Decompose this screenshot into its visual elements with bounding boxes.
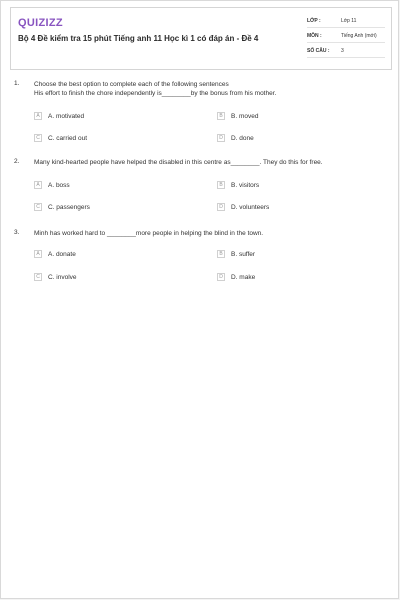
meta-divider — [307, 27, 385, 28]
option-a[interactable] — [34, 249, 76, 259]
option-letter-box: A — [34, 112, 42, 120]
option-text: C. carried out — [48, 134, 88, 142]
option-a[interactable] — [34, 180, 70, 190]
option-text: A. boss — [48, 181, 70, 189]
question-text: Minh has worked hard to ________more people in helping the blind in the town. — [34, 230, 264, 237]
option-b[interactable] — [217, 180, 259, 190]
meta-label-class: LỚP : — [307, 18, 321, 24]
quizizz-logo: QUIZIZZ — [18, 17, 63, 29]
option-letter-box: B — [217, 250, 225, 258]
option-text: D. done — [231, 134, 254, 142]
option-text: B. visitors — [231, 181, 260, 189]
meta-value-class: Lớp 11 — [341, 18, 357, 24]
option-text: A. motivated — [48, 112, 85, 120]
option-text: D. make — [231, 273, 256, 281]
meta-value-subject: Tiếng Anh (mới) — [341, 33, 377, 39]
meta-value-count: 3 — [341, 48, 344, 54]
option-letter-box: A — [34, 250, 42, 258]
meta-divider — [307, 57, 385, 58]
option-letter-box: B — [217, 181, 225, 189]
option-letter-box: D — [217, 203, 225, 211]
option-b[interactable] — [217, 249, 255, 259]
option-text: B. moved — [231, 112, 259, 120]
option-c[interactable] — [34, 202, 90, 212]
option-text: C. involve — [48, 273, 77, 281]
option-letter-box: C — [34, 203, 42, 211]
option-d[interactable] — [217, 272, 255, 282]
question-text: Many kind-hearted people have helped the disabled in this centre as________. They do this for free. — [34, 159, 323, 166]
option-d[interactable] — [217, 133, 254, 143]
option-letter-box: B — [217, 112, 225, 120]
meta-divider — [307, 42, 385, 43]
question-text: Choose the best option to complete each of the following sentences His effort to finish the chore independently is________by the bonus from his mother. — [34, 81, 277, 97]
option-letter-box: C — [34, 134, 42, 142]
option-text: B. suffer — [231, 250, 256, 258]
question-number: 2. — [14, 158, 20, 165]
page-title: Bộ 4 Đề kiểm tra 15 phút Tiếng anh 11 Học kì 1 có đáp án - Đề 4 — [18, 34, 259, 43]
option-b[interactable] — [217, 111, 258, 121]
option-text: C. passengers — [48, 203, 90, 211]
option-c[interactable] — [34, 133, 87, 143]
option-a[interactable] — [34, 111, 84, 121]
option-d[interactable] — [217, 202, 269, 212]
meta-label-count: SỐ CÂU : — [307, 48, 330, 54]
question-number: 3. — [14, 229, 20, 236]
option-c[interactable] — [34, 272, 77, 282]
meta-label-subject: MÔN : — [307, 33, 322, 39]
option-letter-box: A — [34, 181, 42, 189]
question-number: 1. — [14, 80, 20, 87]
option-letter-box: D — [217, 134, 225, 142]
option-letter-box: D — [217, 273, 225, 281]
worksheet-header — [10, 7, 392, 70]
option-text: A. donate — [48, 250, 76, 258]
option-letter-box: C — [34, 273, 42, 281]
option-text: D. volunteers — [231, 203, 270, 211]
